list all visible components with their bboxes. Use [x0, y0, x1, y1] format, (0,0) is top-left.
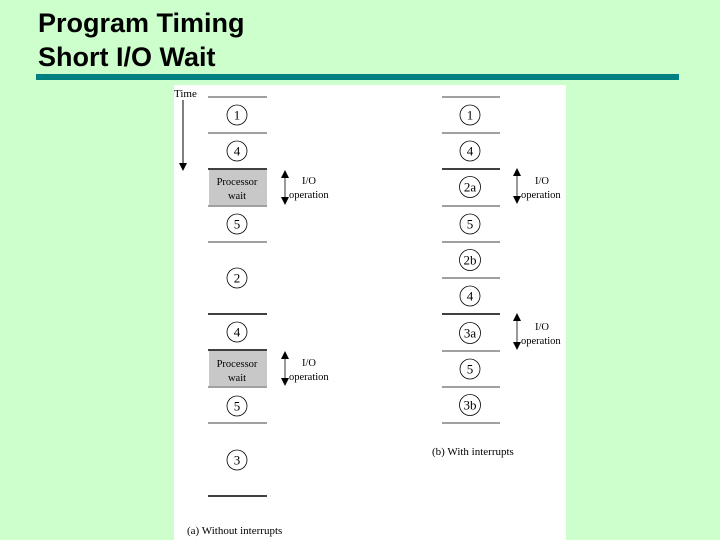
b-io-operation-2: [517, 317, 561, 347]
a-segment-8: [227, 396, 247, 416]
a-processor-wait-2-line1: Processor: [216, 359, 258, 370]
a-io-operation-2-line1: I/O: [302, 358, 316, 369]
a-segment-2-label: 4: [233, 143, 241, 159]
b-segment-5-label: 2b: [463, 252, 477, 268]
a-processor-wait-2-line2: wait: [227, 373, 247, 384]
a-segment-6-label: 4: [233, 324, 241, 340]
a-io-operation-1-line1: I/O: [302, 176, 316, 187]
b-io-operation-1-line2: operation: [521, 190, 561, 201]
slide-title-line-2: Short I/O Wait: [38, 42, 216, 72]
b-io-operation-2-line2: operation: [521, 336, 561, 347]
a-io-operation-2: [285, 355, 329, 383]
b-io-operation-1-line1: I/O: [535, 176, 549, 187]
title-underline: [36, 74, 679, 80]
a-segment-6: [227, 322, 247, 342]
a-segment-4-label: 5: [233, 216, 241, 232]
a-segment-9: [227, 450, 247, 470]
a-processor-wait-2: [209, 351, 267, 386]
a-io-operation-1: [285, 174, 329, 201]
slide-title-line-1: Program Timing: [38, 8, 245, 38]
a-io-operation-2-line2: operation: [289, 372, 329, 383]
b-segment-2-label: 4: [466, 143, 474, 159]
b-segment-7: [460, 323, 481, 344]
a-segment-4: [227, 214, 247, 234]
a-processor-wait-1-line1: Processor: [216, 177, 258, 188]
caption-b: (b) With interrupts: [432, 446, 514, 458]
b-segment-3: [460, 177, 481, 198]
time-label: Time: [174, 88, 197, 100]
a-segment-1: [227, 105, 247, 125]
b-segment-8: [460, 359, 480, 379]
b-io-operation-1: [517, 172, 561, 201]
b-segment-4-label: 5: [466, 216, 474, 232]
a-processor-wait-1: [209, 170, 267, 205]
a-segment-9-label: 3: [233, 452, 241, 468]
b-segment-1-label: 1: [466, 107, 474, 123]
b-segment-3-label: 2a: [463, 179, 477, 195]
a-segment-5: [227, 268, 247, 288]
b-segment-2: [460, 141, 480, 161]
b-segment-1: [460, 105, 480, 125]
b-segment-4: [460, 214, 480, 234]
a-segment-8-label: 5: [233, 398, 241, 414]
a-segment-1-label: 1: [233, 107, 241, 123]
b-segment-9: [460, 395, 481, 416]
timing-diagram-figure: [174, 85, 566, 540]
caption-a: (a) Without interrupts: [187, 525, 283, 537]
column-b-with-interrupts: [432, 97, 561, 458]
b-segment-6-label: 4: [466, 288, 474, 304]
b-segment-9-label: 3b: [463, 397, 477, 413]
b-segment-6: [460, 286, 480, 306]
b-segment-8-label: 5: [466, 361, 474, 377]
a-segment-2: [227, 141, 247, 161]
b-io-operation-2-line1: I/O: [535, 322, 549, 333]
column-a-without-interrupts: [187, 97, 329, 537]
slide-title: [38, 6, 245, 74]
b-segment-5: [460, 250, 481, 271]
a-processor-wait-1-line2: wait: [227, 191, 247, 202]
b-segment-7-label: 3a: [463, 325, 477, 341]
a-io-operation-1-line2: operation: [289, 190, 329, 201]
timing-diagram-svg: [174, 85, 566, 540]
a-segment-5-label: 2: [233, 270, 241, 286]
